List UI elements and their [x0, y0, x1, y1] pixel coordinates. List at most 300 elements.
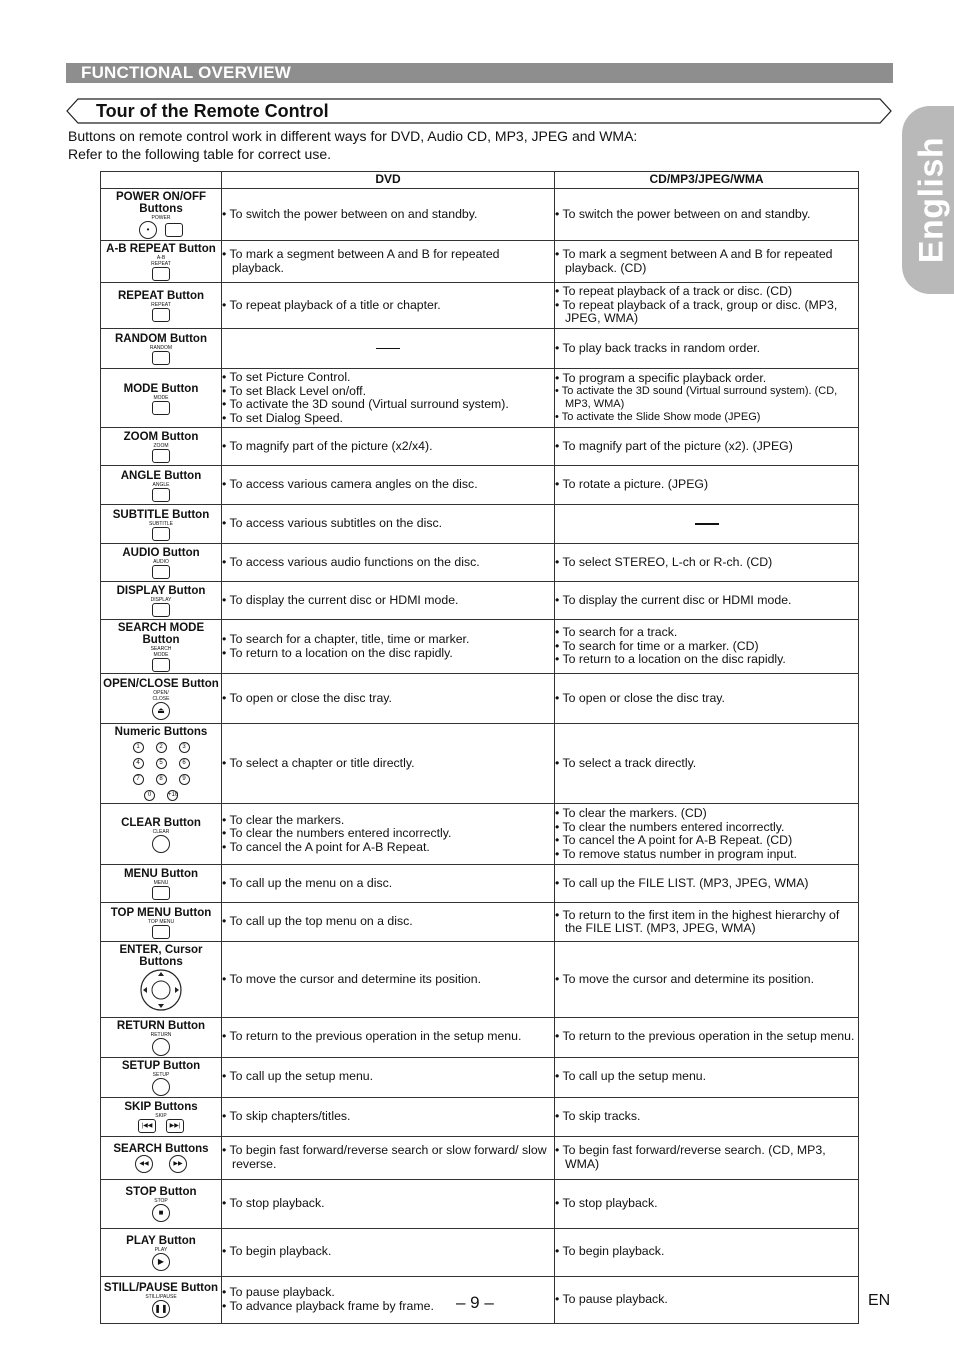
dvd-function-cell	[222, 1097, 555, 1136]
cd-function-cell	[555, 620, 859, 674]
cd-function-cell	[555, 1097, 859, 1136]
description-item: • To repeat playback of a track or disc. (CD)	[555, 285, 858, 299]
button-icon	[101, 1198, 221, 1223]
button-icon	[101, 215, 221, 240]
description-list	[555, 478, 858, 492]
table-row	[101, 1136, 859, 1179]
description-item: • To pause playback.	[555, 1293, 858, 1307]
cd-function-cell	[555, 505, 859, 544]
description-item: • To advance playback frame by frame.	[222, 1300, 554, 1314]
button-icon-label: MODE	[153, 394, 169, 401]
button-icon	[101, 1072, 221, 1097]
description-list	[222, 1030, 554, 1044]
remote-button-icon	[152, 351, 170, 365]
button-icon-label: SETUP	[152, 1071, 170, 1078]
dvd-function-cell	[222, 466, 555, 505]
dvd-function-cell	[222, 620, 555, 674]
button-cell	[101, 369, 222, 428]
search-buttons-group	[135, 1156, 187, 1170]
button-cell	[101, 942, 222, 1018]
button-icon-label: A-B	[156, 255, 166, 261]
table-row	[101, 724, 859, 804]
cd-function-cell	[555, 674, 859, 724]
button-icon-label: STOP	[154, 1198, 168, 1204]
cd-function-cell	[555, 1017, 859, 1057]
description-list	[555, 440, 858, 454]
button-icon	[101, 597, 221, 618]
description-item: • To clear the numbers entered incorrectly.	[222, 827, 554, 841]
description-list	[555, 342, 858, 356]
section-header-bar	[66, 63, 893, 83]
description-item: • To switch the power between on and standby.	[555, 208, 858, 222]
number-key-icon: 7	[133, 774, 144, 785]
button-icon	[101, 1247, 221, 1272]
button-cell	[101, 804, 222, 865]
remote-button-icon	[152, 488, 170, 502]
table-row	[101, 582, 859, 620]
table-row	[101, 1057, 859, 1097]
description-item: • To open or close the disc tray.	[555, 692, 858, 706]
description-list	[222, 517, 554, 531]
button-name: POWER ON/OFF Buttons	[115, 191, 207, 215]
table-body	[101, 189, 859, 1324]
description-item: • To access various audio functions on the disc.	[222, 556, 554, 570]
description-item: • To mark a segment between A and B for repeated playback. (CD)	[555, 248, 858, 275]
button-icon-label: SUBTITLE	[149, 520, 173, 527]
button-cell	[101, 428, 222, 466]
dvd-function-cell	[222, 1276, 555, 1323]
description-list	[222, 248, 554, 275]
button-icon	[101, 968, 221, 1017]
button-icon-label: AUDIO	[153, 559, 169, 565]
description-item: • To select a chapter or title directly.	[222, 757, 554, 771]
button-cell	[101, 189, 222, 241]
description-item: • To repeat playback of a title or chapter.	[222, 299, 554, 313]
header-dvd-column: DVD	[222, 172, 555, 189]
button-name: DISPLAY Button	[116, 585, 206, 597]
button-name: PLAY Button	[126, 1234, 196, 1247]
number-key-icon: 3	[179, 742, 190, 753]
remote-button-icon	[152, 658, 170, 672]
description-list	[555, 626, 858, 667]
cd-function-cell	[555, 804, 859, 865]
dvd-function-cell	[222, 1136, 555, 1179]
numeric-keypad-row	[101, 770, 221, 786]
description-item: • To clear the numbers entered incorrectly.	[555, 821, 858, 835]
button-name: STILL/PAUSE Button	[103, 1282, 219, 1294]
button-name: MODE Button	[123, 382, 199, 395]
power-on-button-icon: •	[139, 221, 157, 239]
button-icon-label: PLAY	[154, 1246, 168, 1253]
button-icon	[101, 255, 221, 282]
description-list	[555, 807, 858, 861]
table-row	[101, 942, 859, 1018]
button-name: Numeric Buttons	[114, 726, 208, 738]
dvd-function-cell	[222, 428, 555, 466]
button-cell	[101, 283, 222, 329]
description-list	[222, 1144, 554, 1171]
button-name: RANDOM Button	[115, 333, 207, 345]
numeric-keypad-row	[101, 738, 221, 754]
button-cell	[101, 466, 222, 505]
skip-forward-icon: ▶▶|	[166, 1119, 184, 1133]
power-off-button-icon	[165, 223, 183, 237]
description-item: • To call up the top menu on a disc.	[222, 915, 554, 929]
language-tab	[902, 106, 954, 294]
numeric-keypad-row	[101, 754, 221, 770]
button-icon	[101, 1113, 221, 1134]
language-tab-label: English	[912, 136, 951, 264]
button-icon-label: TOP MENU	[147, 918, 175, 925]
button-name: TOP MENU Button	[110, 906, 212, 919]
remote-button-icon: ⏏	[152, 702, 170, 720]
button-name: SEARCH Buttons	[113, 1143, 209, 1155]
button-icon-label: CLOSE	[152, 696, 170, 702]
button-icon	[101, 559, 221, 580]
not-applicable-dash	[376, 348, 400, 350]
cd-function-cell	[555, 189, 859, 241]
header-cd-column: CD/MP3/JPEG/WMA	[555, 172, 859, 189]
button-icon-label: RANDOM	[149, 345, 173, 351]
description-list	[555, 973, 858, 987]
button-icon	[101, 1155, 221, 1174]
header-button-column	[101, 172, 222, 189]
description-list	[555, 208, 858, 222]
button-cell	[101, 1179, 222, 1228]
button-name: SEARCH MODE Button	[117, 622, 205, 646]
button-cell	[101, 329, 222, 369]
description-item: • To return to the previous operation in the setup menu.	[555, 1030, 858, 1044]
button-name: ANGLE Button	[120, 469, 202, 482]
button-name: SUBTITLE Button	[112, 508, 210, 521]
button-icon	[101, 345, 221, 366]
description-list	[222, 299, 554, 313]
description-item: • To begin playback.	[555, 1245, 858, 1259]
description-list	[222, 1197, 554, 1211]
button-cell	[101, 1228, 222, 1276]
button-icon	[101, 395, 221, 416]
button-name: A-B REPEAT Button	[106, 243, 216, 255]
description-item: • To search for time or a marker. (CD)	[555, 640, 858, 654]
button-icon	[101, 443, 221, 464]
table-row	[101, 189, 859, 241]
button-name: ENTER, Cursor Buttons	[119, 944, 203, 968]
remote-button-icon	[152, 1038, 170, 1056]
dvd-function-cell	[222, 942, 555, 1018]
dvd-function-cell	[222, 505, 555, 544]
remote-button-icon: ▶	[152, 1253, 170, 1271]
button-icon	[101, 919, 221, 940]
remote-button-icon: ❚❚	[152, 1300, 170, 1318]
description-item: • To mark a segment between A and B for repeated playback.	[222, 248, 554, 275]
cd-function-cell	[555, 942, 859, 1018]
description-list	[222, 814, 554, 855]
description-list	[555, 909, 858, 936]
button-icon	[101, 880, 221, 901]
table-row	[101, 544, 859, 582]
dvd-function-cell	[222, 865, 555, 903]
description-item: • To begin fast forward/reverse search. (CD, MP3, WMA)	[555, 1144, 858, 1171]
description-item: • To magnify part of the picture (x2/x4).	[222, 440, 554, 454]
button-name: RETURN Button	[116, 1019, 206, 1032]
dvd-function-cell	[222, 1179, 555, 1228]
description-list	[222, 478, 554, 492]
table-row	[101, 865, 859, 903]
button-icon	[101, 1294, 221, 1319]
button-icon-label: CLEAR	[152, 828, 170, 835]
description-list	[222, 973, 554, 987]
button-icon-label: SEARCH	[150, 646, 172, 652]
dvd-function-cell	[222, 582, 555, 620]
description-item: • To begin playback.	[222, 1245, 554, 1259]
button-cell	[101, 582, 222, 620]
remote-button-icon	[152, 565, 170, 579]
table-row	[101, 505, 859, 544]
description-item: • To pause playback.	[222, 1286, 554, 1300]
table-row	[101, 903, 859, 942]
table-row	[101, 428, 859, 466]
button-icon	[101, 738, 221, 803]
number-key-icon: +10	[167, 790, 178, 801]
dvd-function-cell	[222, 283, 555, 329]
button-name: CLEAR Button	[121, 816, 201, 829]
description-item: • To access various subtitles on the disc.	[222, 517, 554, 531]
dvd-function-cell	[222, 369, 555, 428]
cd-function-cell	[555, 903, 859, 942]
dvd-function-cell	[222, 674, 555, 724]
cd-function-cell	[555, 283, 859, 329]
cd-function-cell	[555, 1228, 859, 1276]
table-row	[101, 369, 859, 428]
cd-function-cell	[555, 369, 859, 428]
dvd-function-cell	[222, 189, 555, 241]
power-buttons-group	[139, 222, 183, 236]
subsection-title-box	[66, 98, 892, 124]
description-list	[555, 1070, 858, 1084]
description-list	[555, 248, 858, 275]
rewind-icon: ◀◀	[135, 1155, 153, 1173]
button-name: ZOOM Button	[123, 431, 199, 443]
button-icon	[101, 521, 221, 542]
description-list	[555, 1030, 858, 1044]
description-list	[222, 371, 554, 425]
skip-buttons-group	[138, 1118, 184, 1132]
button-icon	[101, 690, 221, 721]
cd-function-cell	[555, 329, 859, 369]
remote-button-icon	[152, 308, 170, 322]
description-item: • To set Picture Control.	[222, 371, 554, 385]
intro-line-1: Buttons on remote control work in different ways for DVD, Audio CD, MP3, JPEG and WMA:	[68, 128, 638, 144]
dvd-function-cell	[222, 241, 555, 283]
description-item: • To display the current disc or HDMI mode.	[555, 594, 858, 608]
intro-text	[68, 127, 637, 163]
description-item: • To access various camera angles on the disc.	[222, 478, 554, 492]
button-cell	[101, 544, 222, 582]
description-item: • To call up the menu on a disc.	[222, 877, 554, 891]
description-item: • To activate the Slide Show mode (JPEG)	[555, 411, 858, 424]
table-row	[101, 804, 859, 865]
skip-back-icon: |◀◀	[138, 1119, 156, 1133]
language-code: EN	[868, 1292, 891, 1309]
number-key-icon: 5	[156, 758, 167, 769]
button-icon-label: POWER	[151, 215, 171, 221]
description-item: • To play back tracks in random order.	[555, 342, 858, 356]
description-list	[555, 285, 858, 326]
description-item: • To begin fast forward/reverse search or slow forward/ slow reverse.	[222, 1144, 554, 1171]
dvd-function-cell	[222, 1017, 555, 1057]
description-list	[222, 1245, 554, 1259]
description-list	[222, 208, 554, 222]
number-key-icon: 8	[156, 774, 167, 785]
cd-function-cell	[555, 724, 859, 804]
button-icon-label: REPEAT	[151, 261, 171, 267]
dvd-function-cell	[222, 804, 555, 865]
description-item: • To search for a track.	[555, 626, 858, 640]
description-item: • To move the cursor and determine its position.	[222, 973, 554, 987]
not-applicable-dash	[695, 523, 719, 525]
button-icon	[101, 302, 221, 323]
description-list	[555, 1245, 858, 1259]
button-cell	[101, 620, 222, 674]
button-name: STOP Button	[125, 1186, 197, 1198]
description-item: • To return to a location on the disc rapidly.	[555, 653, 858, 667]
table-header-row	[101, 172, 859, 189]
button-cell	[101, 1136, 222, 1179]
remote-button-icon	[152, 925, 170, 939]
button-icon-label: DISPLAY	[150, 597, 172, 603]
description-item: • To set Dialog Speed.	[222, 412, 554, 426]
cd-function-cell	[555, 466, 859, 505]
description-list	[222, 692, 554, 706]
description-list	[222, 440, 554, 454]
remote-button-icon	[152, 401, 170, 415]
table-row	[101, 283, 859, 329]
number-key-icon: 9	[179, 774, 190, 785]
table-row	[101, 620, 859, 674]
intro-line-2: Refer to the following table for correct use.	[68, 146, 332, 162]
description-item: • To return to a location on the disc rapidly.	[222, 647, 554, 661]
button-cell	[101, 1017, 222, 1057]
description-item: • To cancel the A point for A-B Repeat.	[222, 841, 554, 855]
number-key-icon: 6	[179, 758, 190, 769]
description-item: • To call up the setup menu.	[222, 1070, 554, 1084]
description-list	[222, 915, 554, 929]
table-row	[101, 1179, 859, 1228]
description-list	[555, 1110, 858, 1124]
button-icon-label: REPEAT	[151, 302, 171, 308]
subsection-title: Tour of the Remote Control	[96, 101, 329, 121]
button-name: MENU Button	[123, 868, 199, 880]
number-key-icon: 1	[133, 742, 144, 753]
description-list	[555, 1197, 858, 1211]
description-list	[555, 372, 858, 425]
button-name: SKIP Buttons	[124, 1101, 198, 1113]
fast-forward-icon: ▶▶	[169, 1155, 187, 1173]
button-cell	[101, 1057, 222, 1097]
description-item: • To skip chapters/titles.	[222, 1110, 554, 1124]
description-item: • To search for a chapter, title, time or marker.	[222, 633, 554, 647]
dvd-function-cell	[222, 544, 555, 582]
button-icon	[101, 1032, 221, 1057]
button-icon-label: ZOOM	[153, 443, 169, 449]
description-item: • To return to the previous operation in the setup menu.	[222, 1030, 554, 1044]
number-key-icon: 2	[156, 742, 167, 753]
button-icon-label: SKIP	[155, 1113, 167, 1119]
description-list	[555, 556, 858, 570]
button-icon-label: OPEN/	[153, 690, 169, 696]
cd-function-cell	[555, 865, 859, 903]
button-name: REPEAT Button	[117, 290, 205, 302]
remote-button-icon	[152, 449, 170, 463]
dvd-function-cell	[222, 1228, 555, 1276]
button-cell	[101, 1097, 222, 1136]
remote-button-icon	[152, 1078, 170, 1096]
button-icon	[101, 482, 221, 503]
description-list	[222, 633, 554, 660]
button-cell	[101, 674, 222, 724]
description-list	[222, 1110, 554, 1124]
button-cell	[101, 505, 222, 544]
section-header-title: FUNCTIONAL OVERVIEW	[81, 63, 292, 82]
cd-function-cell	[555, 241, 859, 283]
page-number: – 9 –	[456, 1293, 494, 1312]
description-list	[222, 757, 554, 771]
description-list	[222, 556, 554, 570]
button-icon-label: MENU	[153, 880, 169, 886]
description-item: • To skip tracks.	[555, 1110, 858, 1124]
remote-button-icon	[152, 603, 170, 617]
description-item: • To activate the 3D sound (Virtual surround system).	[222, 398, 554, 412]
description-list	[555, 692, 858, 706]
table-row	[101, 466, 859, 505]
remote-button-icon	[152, 267, 170, 281]
description-list	[555, 877, 858, 891]
remote-button-icon	[152, 835, 170, 853]
button-icon-label: RETURN	[150, 1031, 172, 1038]
button-name: OPEN/CLOSE Button	[103, 678, 219, 690]
number-key-icon: 0	[144, 790, 155, 801]
description-item: • To set Black Level on/off.	[222, 385, 554, 399]
description-list	[222, 1070, 554, 1084]
cd-function-cell	[555, 428, 859, 466]
description-list	[222, 594, 554, 608]
button-icon-label: MODE	[153, 652, 169, 658]
description-list	[555, 1144, 858, 1171]
remote-button-icon: ■	[152, 1204, 170, 1222]
description-item: • To program a specific playback order.	[555, 372, 858, 386]
description-item: • To call up the setup menu.	[555, 1070, 858, 1084]
description-list	[222, 877, 554, 891]
description-list	[555, 757, 858, 771]
cd-function-cell	[555, 1136, 859, 1179]
table-row	[101, 674, 859, 724]
description-item: • To return to the first item in the highest hierarchy of the FILE LIST. (MP3, JPEG, WMA)	[555, 909, 858, 936]
dvd-function-cell	[222, 329, 555, 369]
number-key-icon: 4	[133, 758, 144, 769]
description-item: • To repeat playback of a track, group or disc. (MP3, JPEG, WMA)	[555, 299, 858, 326]
cd-function-cell	[555, 582, 859, 620]
button-icon	[101, 829, 221, 854]
description-item: • To remove status number in program input.	[555, 848, 858, 862]
table-row	[101, 241, 859, 283]
remote-button-icon	[152, 527, 170, 541]
dvd-function-cell	[222, 724, 555, 804]
description-item: • To clear the markers.	[222, 814, 554, 828]
numeric-keypad-row	[101, 786, 221, 802]
button-cell	[101, 1276, 222, 1323]
description-item: • To select STEREO, L-ch or R-ch. (CD)	[555, 556, 858, 570]
description-item: • To clear the markers. (CD)	[555, 807, 858, 821]
